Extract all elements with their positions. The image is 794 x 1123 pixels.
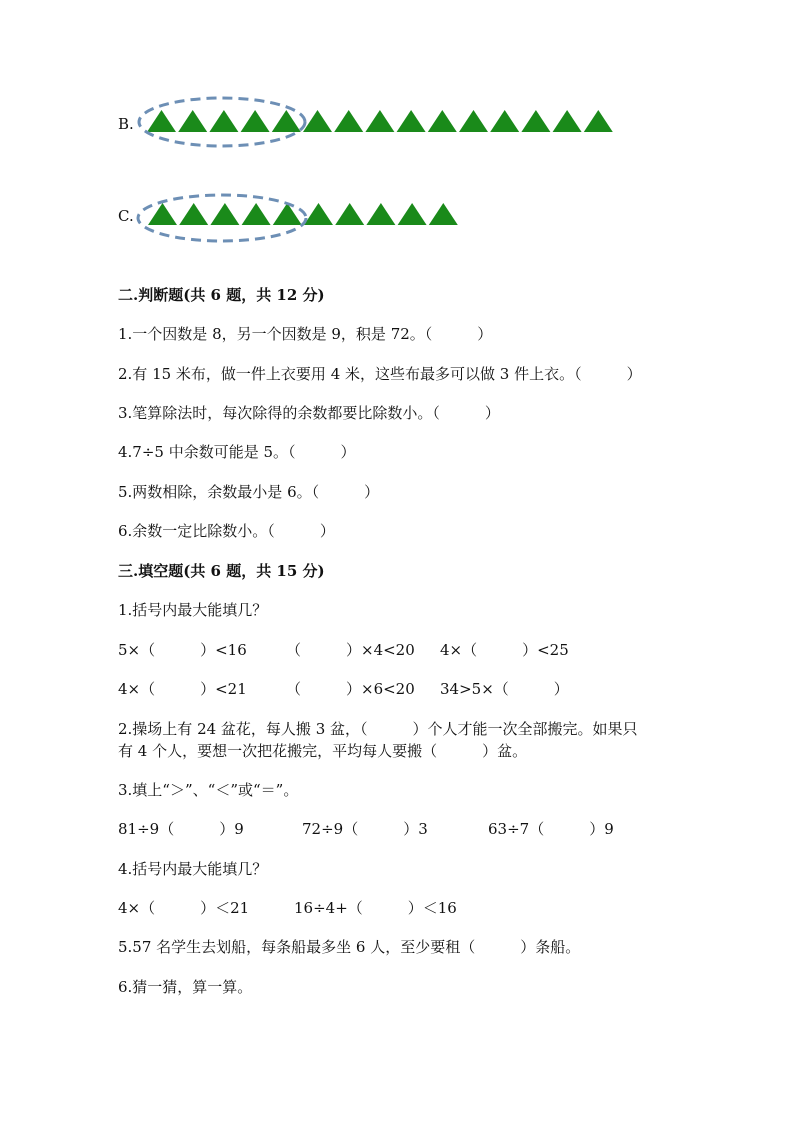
triangle-shape	[304, 203, 333, 225]
option-c-triangle-figure	[0, 0, 794, 260]
triangle-shape	[366, 203, 395, 225]
fill-question-5: 5.57 名学生去划船，每条船最多坐 6 人，至少要租（ ）条船。	[118, 938, 581, 956]
triangle-shape	[273, 203, 302, 225]
fill-question-6: 6.猜一猜，算一算。	[118, 978, 253, 996]
judgement-question-3: 3.笔算除法时，每次除得的余数都要比除数小。（ ）	[118, 404, 500, 422]
fill-q1-row1-item: （ ）×4<20	[286, 641, 415, 659]
triangle-shape	[398, 203, 427, 225]
fill-q1-row1-item: 5×（ ）<16	[118, 641, 247, 659]
fill-question-2-line-2: 有 4 个人，要想一次把花搬完，平均每人要搬（ ）盆。	[118, 742, 528, 760]
section-2-heading: 二.判断题(共 6 题，共 12 分)	[118, 286, 325, 304]
fill-q4-item: 4×（ ）＜21	[118, 899, 250, 917]
fill-question-2-line-1: 2.操场上有 24 盆花，每人搬 3 盆，（ ）个人才能一次全部搬完。如果只	[118, 720, 638, 738]
judgement-question-1: 1.一个因数是 8，另一个因数是 9，积是 72。（ ）	[118, 325, 493, 343]
fill-q3-item: 63÷7（ ）9	[488, 820, 614, 838]
fill-q1-row2-item: （ ）×6<20	[286, 680, 415, 698]
fill-q3-item: 81÷9（ ）9	[118, 820, 244, 838]
triangle-shape	[335, 203, 364, 225]
fill-q1-row2-item: 4×（ ）<21	[118, 680, 247, 698]
option-c-label: C.	[118, 207, 134, 225]
fill-question-3: 3.填上“＞”、“＜”或“＝”。	[118, 781, 299, 799]
fill-q1-row2-item: 34>5×（ ）	[440, 680, 569, 698]
judgement-question-6: 6.余数一定比除数小。（ ）	[118, 522, 335, 540]
judgement-question-5: 5.两数相除，余数最小是 6。（ ）	[118, 483, 380, 501]
fill-q3-item: 72÷9（ ）3	[302, 820, 428, 838]
triangle-shape	[210, 203, 239, 225]
triangle-shape	[429, 203, 458, 225]
fill-q4-item: 16÷4+（ ）＜16	[294, 899, 457, 917]
fill-question-4: 4.括号内最大能填几？	[118, 860, 268, 878]
judgement-question-2: 2.有 15 米布，做一件上衣要用 4 米，这些布最多可以做 3 件上衣。（ ）	[118, 365, 642, 383]
judgement-question-4: 4.7÷5 中余数可能是 5。（ ）	[118, 443, 356, 461]
triangle-shape	[242, 203, 271, 225]
fill-q1-row1-item: 4×（ ）<25	[440, 641, 569, 659]
triangle-shape	[179, 203, 208, 225]
fill-question-1: 1.括号内最大能填几？	[118, 601, 268, 619]
option-b-label: B.	[118, 115, 134, 133]
section-3-heading: 三.填空题(共 6 题，共 15 分)	[118, 562, 325, 580]
